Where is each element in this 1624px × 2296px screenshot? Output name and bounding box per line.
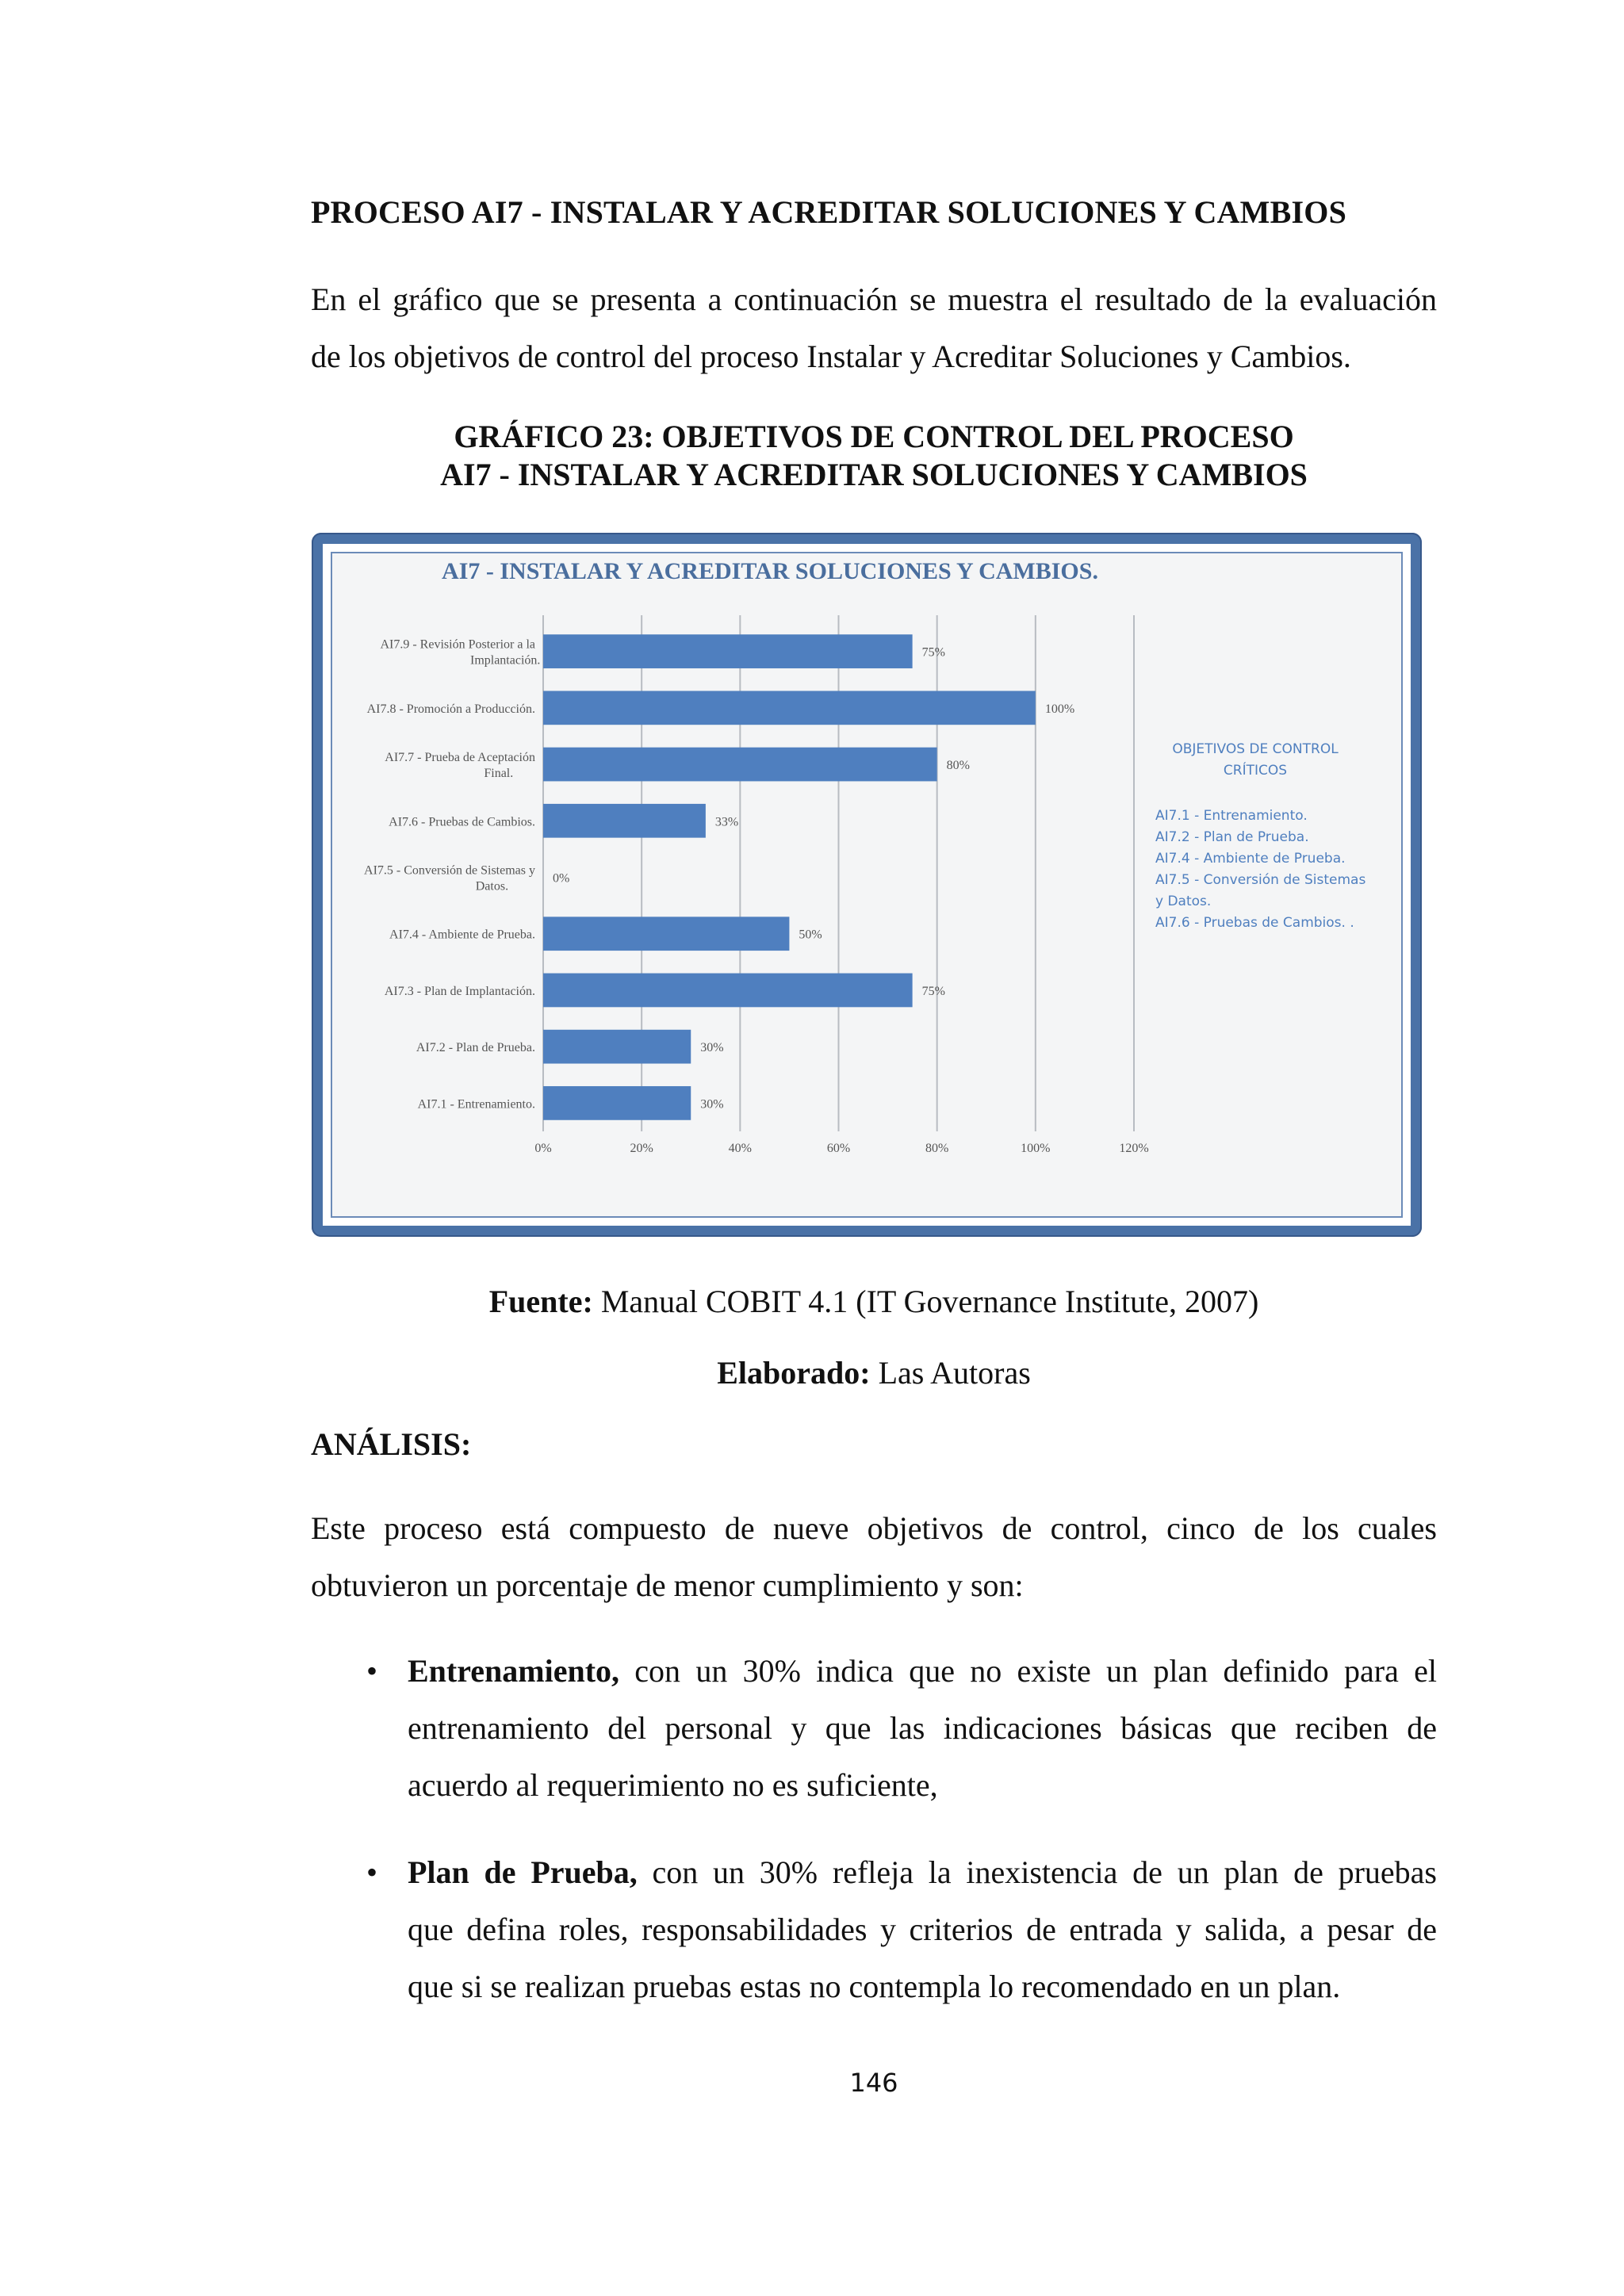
bullet-line-1 xyxy=(408,1844,1437,1901)
prepared-label: Elaborado: xyxy=(717,1355,871,1391)
bullet-line-1-text: con un 30% refleja la inexistencia de un plan de pruebas xyxy=(637,1854,1437,1890)
bar xyxy=(543,634,913,668)
category-label: AI7.3 - Plan de Implantación. xyxy=(384,984,535,998)
data-label: 75% xyxy=(921,984,945,998)
bullet-line-3: acuerdo al requerimiento no es suficiente, xyxy=(408,1767,938,1803)
category-label: Implantación. xyxy=(469,653,541,668)
annotation-item: AI7.6 - Pruebas de Cambios. . xyxy=(1155,915,1354,931)
bar xyxy=(543,691,1036,725)
data-label: 75% xyxy=(921,645,945,660)
intro-line-2: de los objetivos de control del proceso Instalar y Acreditar Soluciones y Cambios. xyxy=(311,339,1351,374)
bullet-symbol: • xyxy=(366,1854,378,1890)
bar xyxy=(543,974,913,1008)
annotation-heading: CRÍTICOS xyxy=(1223,763,1288,779)
category-label: AI7.2 - Plan de Prueba. xyxy=(416,1041,535,1055)
source-text: Manual COBIT 4.1 (IT Governance Institute, 2007) xyxy=(592,1284,1259,1319)
annotation-heading: OBJETIVOS DE CONTROL xyxy=(1172,741,1339,757)
x-tick-label: 80% xyxy=(925,1142,949,1155)
bar-chart xyxy=(312,533,1422,1237)
bar xyxy=(543,1030,691,1064)
category-label: AI7.7 - Prueba de Aceptación xyxy=(385,751,535,765)
x-tick-label: 20% xyxy=(630,1142,653,1155)
annotation-item: AI7.5 - Conversión de Sistemas xyxy=(1155,872,1366,888)
bullet-line-1-text: con un 30% indica que no existe un plan definido para el xyxy=(619,1653,1437,1689)
category-label: AI7.9 - Revisión Posterior a la xyxy=(380,637,535,652)
x-tick-label: 120% xyxy=(1119,1142,1149,1155)
bullet-line-1 xyxy=(408,1643,1437,1700)
annotation-item: AI7.1 - Entrenamiento. xyxy=(1155,808,1308,824)
x-tick-label: 60% xyxy=(826,1142,851,1155)
chart-frame xyxy=(312,533,1422,1237)
bar xyxy=(543,748,937,782)
data-label: 80% xyxy=(946,759,970,773)
analysis-line-2: obtuvieron un porcentaje de menor cumplimiento y son: xyxy=(311,1567,1024,1603)
category-label: AI7.6 - Pruebas de Cambios. xyxy=(389,815,535,829)
source-label: Fuente: xyxy=(488,1284,593,1319)
category-label: AI7.1 - Entrenamiento. xyxy=(417,1097,535,1112)
category-label: Final. xyxy=(484,767,514,781)
intro-line-1: En el gráfico que se presenta a continuación se muestra el resultado de la evaluación xyxy=(311,281,1437,317)
category-label: AI7.5 - Conversión de Sistemas y xyxy=(364,863,535,878)
x-tick-label: 100% xyxy=(1021,1142,1051,1155)
bar xyxy=(543,1086,691,1120)
data-label: 100% xyxy=(1044,702,1075,716)
chart-title: AI7 - INSTALAR Y ACREDITAR SOLUCIONES Y CAMBIOS. xyxy=(442,558,1098,584)
bullet-line-2: entrenamiento del personal y que las indicaciones básicas que reciben de xyxy=(408,1710,1437,1746)
annotation-item: y Datos. xyxy=(1155,894,1212,909)
analysis-title: ANÁLISIS: xyxy=(311,1426,472,1462)
data-label: 30% xyxy=(700,1041,724,1055)
bar xyxy=(543,804,706,838)
bullet-symbol: • xyxy=(366,1653,378,1689)
analysis-paragraph xyxy=(311,1500,1437,1614)
bullet-term: Plan de Prueba, xyxy=(408,1854,638,1890)
x-tick-label: 40% xyxy=(728,1142,752,1155)
prepared-by-line xyxy=(311,1354,1437,1391)
bar xyxy=(543,916,789,951)
data-label: 30% xyxy=(700,1097,724,1112)
bullet-text xyxy=(408,1844,1437,2015)
analysis-line-1: Este proceso está compuesto de nueve objetivos de control, cinco de los cuales xyxy=(311,1510,1437,1546)
figure-caption-line-2: AI7 - INSTALAR Y ACREDITAR SOLUCIONES Y CAMBIOS xyxy=(440,457,1308,492)
bullet-line-3: que si se realizan pruebas estas no contempla lo recomendado en un plan. xyxy=(408,1969,1341,2004)
data-label: 50% xyxy=(799,928,822,942)
source-line xyxy=(311,1283,1437,1320)
intro-paragraph xyxy=(311,271,1437,385)
figure-caption-line-1: GRÁFICO 23: OBJETIVOS DE CONTROL DEL PROCESO xyxy=(454,419,1294,454)
figure-caption xyxy=(311,418,1437,494)
annotation-item: AI7.4 - Ambiente de Prueba. xyxy=(1155,851,1346,867)
bullet-line-2: que defina roles, responsabilidades y criterios de entrada y salida, a pesar de xyxy=(408,1911,1437,1947)
category-label: AI7.8 - Promoción a Producción. xyxy=(366,702,535,716)
bullet-text xyxy=(408,1643,1437,1814)
annotation-item: AI7.2 - Plan de Prueba. xyxy=(1155,829,1309,845)
category-label: AI7.4 - Ambiente de Prueba. xyxy=(389,928,535,942)
category-label: Datos. xyxy=(475,879,509,894)
section-title: PROCESO AI7 - INSTALAR Y ACREDITAR SOLUCIONES Y CAMBIOS xyxy=(311,194,1347,230)
prepared-text: Las Autoras xyxy=(870,1355,1031,1391)
page-number: 146 xyxy=(849,2068,898,2098)
data-label: 33% xyxy=(714,815,739,829)
x-tick-label: 0% xyxy=(534,1142,552,1155)
bullet-term: Entrenamiento, xyxy=(408,1653,620,1689)
data-label: 0% xyxy=(553,871,570,886)
